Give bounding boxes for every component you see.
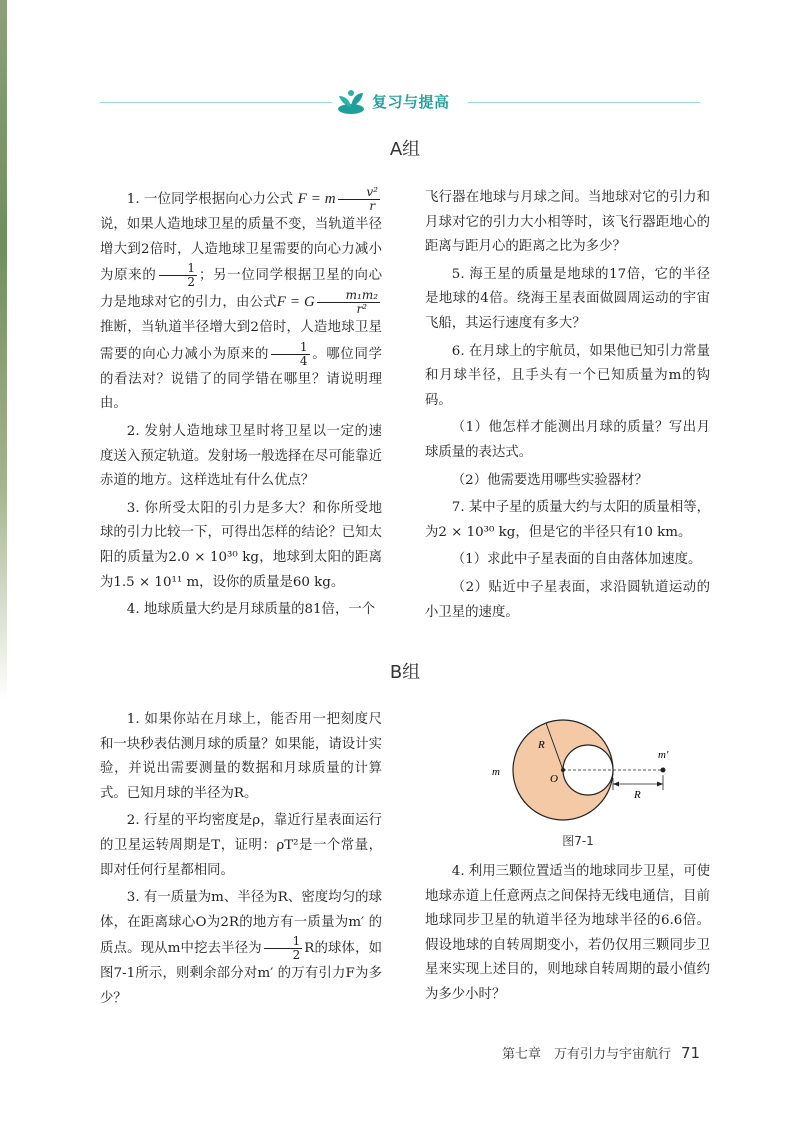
question-b1: 1. 如果你站在月球上，能否用一把刻度尺和一块秒表估测月球的质量？如果能，请设计实验，并说出需要测量的数据和月球质量的计算式。已知月球的半径为R。 <box>100 712 382 801</box>
group-b-title: B组 <box>389 662 421 683</box>
question-a6-part1: （1）他怎样才能测出月球的质量？写出月球质量的表达式。 <box>425 420 710 460</box>
fraction-m1m2-r2 <box>317 289 380 316</box>
frac-numerator: 1 <box>159 262 197 276</box>
fraction-one-half-b3 <box>264 935 302 962</box>
dimension-arrow-right <box>657 782 663 787</box>
section-header <box>0 84 800 120</box>
header-rule-left <box>100 102 332 103</box>
question-a2: 2. 发射人造地球卫星时将卫星以一定的速度送入预定轨道。发射场一般选择在尽可能靠近赤道的地方。这样选址有什么优点？ <box>100 423 382 489</box>
q-a1-text-e: 。哪位同学的看法对？说错了的同学错在哪里？请说明理由。 <box>100 346 383 412</box>
frac-numerator: 1 <box>264 935 302 949</box>
question-a7-part1: （1）求此中子星表面的自由落体加速度。 <box>451 552 702 568</box>
question-a6-part2: （2）他需要选用哪些实验器材？ <box>451 472 648 488</box>
q-a1-text-c: ；另一位同学根据卫星的向心力是地球对它的引力，由公式 <box>100 268 383 311</box>
header-rule-right <box>468 102 700 103</box>
header-title: 复习与提高 <box>372 93 450 111</box>
question-a1 <box>100 186 382 417</box>
label-O: O <box>550 773 558 785</box>
question-a7: 7. 某中子星的质量大约与太阳的质量相等，为2 × 10³⁰ kg，但是它的半径只有10 km。 <box>425 500 710 540</box>
label-R-right: R <box>634 789 641 801</box>
label-R-top: R <box>538 739 545 751</box>
q-b3-text-a: 3. 有一质量为m、半径为R、密度均匀的球体，在距离球心O为2R的地方有一质量为m′ 的质点。现从m中挖去半径为 <box>100 890 382 957</box>
question-a4-start: 4. 地球质量大约是月球质量的81倍，一个 <box>126 602 376 618</box>
question-a4-continued: 飞行器在地球与月球之间。当地球对它的引力和月球对它的引力大小相等时，该飞行器距地心的距离与距月心的距离之比为多少？ <box>425 190 710 255</box>
frac-denominator: 4 <box>299 353 308 368</box>
fraction-v2-r <box>338 186 380 213</box>
figure-hollow-sphere <box>488 700 700 850</box>
group-a-title: A组 <box>389 139 421 160</box>
q-a1-intro: 1. 一位同学根据向心力公式 <box>126 192 294 207</box>
center-point <box>561 768 565 772</box>
question-a7-part2: （2）贴近中子星表面，求沿圆轨道运动的小卫星的速度。 <box>425 579 710 620</box>
frac-denominator: r² <box>356 302 368 317</box>
sprout-icon <box>336 88 366 116</box>
q-a1-text-d: 推断，当轨道半径增大到2倍时，人造地球卫星需要的向心力减小为原来的 <box>100 320 382 362</box>
question-b4: 4. 利用三颗位置适当的地球同步卫星，可使地球赤道上任意两点之间保持无线电通信，目前地球同步卫星的轨道半径为地球半径的6.6倍。假设地球的自转周期变小，若仍仅用三颗同步卫星来实现上述目的，则地球自转周期的最小值约为多少小时？ <box>425 864 710 1002</box>
q-a1-text-b: 说，如果人造地球卫星的质量不变，当轨道半径增大到2倍时，人造地球卫星需要的向心力减小为原来的 <box>100 217 382 284</box>
group-b-right-column <box>425 860 710 1008</box>
frac-denominator: 2 <box>292 948 301 963</box>
formula-centripetal: F = m <box>297 191 336 207</box>
q-b3-text-b: R的球体，如图7-1所示，则剩余部分对m′ 的万有引力F为多少？ <box>100 941 382 1006</box>
fraction-one-half <box>159 262 197 289</box>
frac-numerator: v² <box>338 186 380 200</box>
mass-point-m-prime <box>661 768 666 773</box>
page-footer <box>502 1043 712 1062</box>
group-b-left-column <box>100 708 382 1012</box>
fraction-one-quarter <box>271 341 309 368</box>
frac-numerator: m₁m₂ <box>317 289 380 303</box>
page-number: 71 <box>681 1044 701 1062</box>
frac-numerator: 1 <box>271 341 309 355</box>
label-m: m <box>492 766 500 778</box>
question-a3: 3. 你所受太阳的引力是多大？和你所受地球的引力比较一下，可得出怎样的结论？已知太阳的质量为2.0 × 10³⁰ kg，地球到太阳的距离为1.5 × 10¹¹ m，设你的质量是60 kg。 <box>100 500 382 590</box>
question-b3 <box>100 886 382 1011</box>
formula-gravitation: F = G <box>276 294 315 311</box>
question-a6: 6. 在月球上的宇航员，如果他已知引力常量和月球半径，且手头有一个已知质量为m的钩码。 <box>425 343 710 408</box>
question-b2: 2. 行星的平均密度是ρ，靠近行星表面运行的卫星运转周期是T，证明：ρT²是一个常量，即对任何行星都相同。 <box>100 813 382 878</box>
question-a5: 5. 海王星的质量是地球的17倍，它的半径是地球的4倍。绕海王星表面做圆周运动的宇宙飞船，其运行速度有多大？ <box>425 266 710 331</box>
frac-denominator: 2 <box>187 275 195 290</box>
group-a-right-column <box>425 186 710 625</box>
figure-caption: 图7-1 <box>562 834 594 848</box>
chapter-title: 第七章 万有引力与宇宙航行 <box>502 1047 672 1062</box>
frac-denominator: r <box>369 199 376 213</box>
label-m-prime: m′ <box>658 749 669 761</box>
dimension-arrow-left <box>613 782 619 787</box>
group-a-left-column <box>100 186 382 623</box>
